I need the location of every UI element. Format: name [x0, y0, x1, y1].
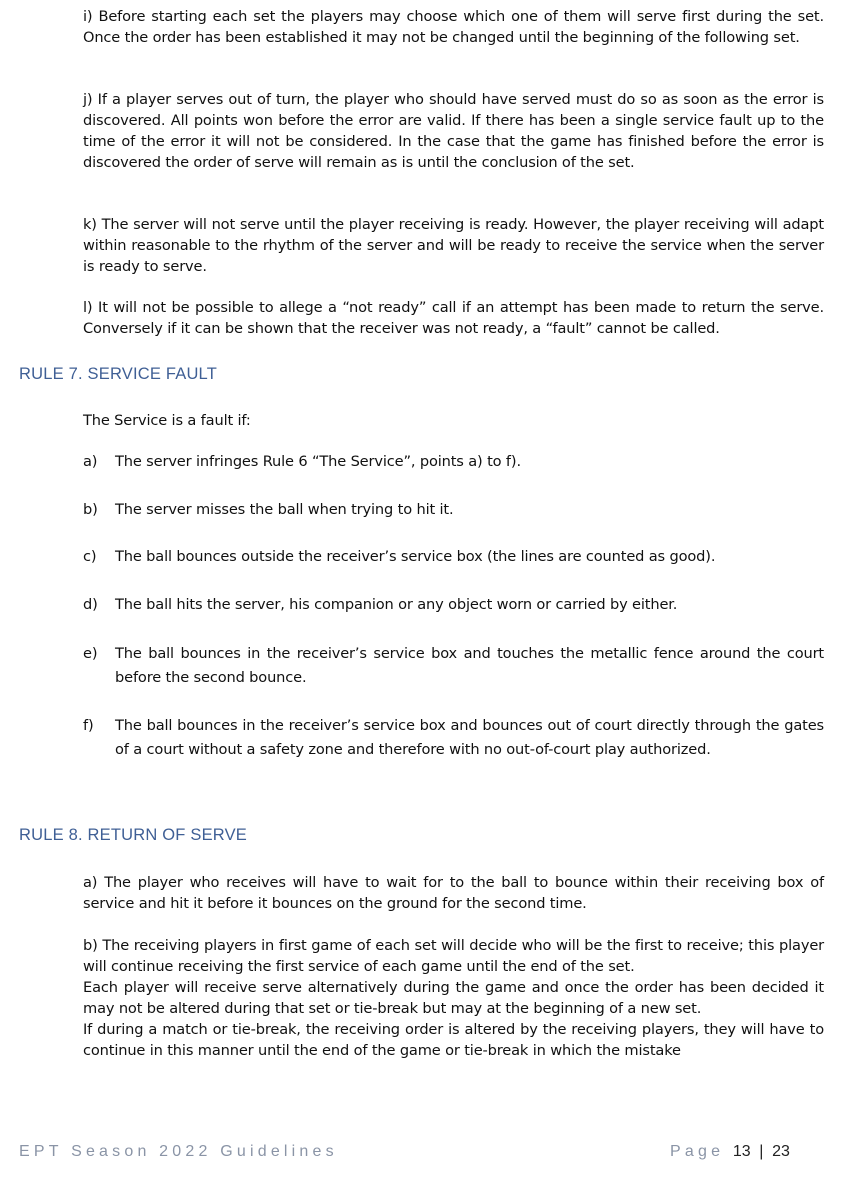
- page-separator: |: [759, 1143, 764, 1160]
- list-text: The server misses the ball when trying to hit it.: [115, 501, 454, 518]
- rule8-b-part2: Each player will receive serve alternatively during the game and once the order has been decided it may not be altered during that set or tie-break but may at the beginning of a new set.: [83, 979, 824, 1017]
- list-marker: b): [83, 501, 98, 518]
- list-item: [83, 545, 824, 569]
- total-pages: 23: [772, 1143, 790, 1160]
- list-item: [83, 642, 824, 690]
- rule8-b-part3: If during a match or tie-break, the receiving order is altered by the receiving players, they will have to continue in this manner until the end of the game or tie-break in which the mistake: [83, 1021, 824, 1059]
- current-page: 13: [732, 1143, 751, 1160]
- paragraph-l: l) It will not be possible to allege a “not ready” call if an attempt has been made to return the serve. Conversely if it can be shown that the receiver was not ready, a “fault” cannot be called.: [83, 299, 824, 337]
- paragraph-k: k) The server will not serve until the player receiving is ready. However, the player receiving will adapt within reasonable to the rhythm of the server and will be ready to receive the service when the server is ready to serve.: [83, 216, 824, 275]
- rule7-intro: The Service is a fault if:: [83, 412, 251, 429]
- rule8-paragraph-b: [83, 935, 824, 1061]
- list-marker: a): [83, 453, 98, 470]
- page-label: Page: [670, 1143, 725, 1160]
- rule8-paragraph-a: a) The player who receives will have to wait for to the ball to bounce within their receiving box of service and hit it before it bounces on the ground for the second time.: [83, 874, 824, 912]
- list-text: The ball bounces outside the receiver’s service box (the lines are counted as good).: [115, 548, 716, 565]
- rule7-heading: RULE 7. SERVICE FAULT: [19, 365, 217, 383]
- list-item: [83, 450, 824, 474]
- footer-title: EPT Season 2022 Guidelines: [19, 1143, 338, 1160]
- rule8-b-part1: b) The receiving players in first game of each set will decide who will be the first to receive; this player will continue receiving the first service of each game until the end of the set.: [83, 937, 824, 975]
- list-marker: c): [83, 548, 97, 565]
- paragraph-j: j) If a player serves out of turn, the player who should have served must do so as soon as the error is discovered. All points won before the error are valid. If there has been a single service fault up to the time of the error it will not be considered. In the case that the game has finished before the error is discovered the order of serve will remain as is until the conclusion of the set.: [83, 91, 824, 171]
- list-marker: e): [83, 645, 98, 662]
- list-text: The ball bounces in the receiver’s service box and bounces out of court directly through the gates of a court without a safety zone and therefore with no out-of-court play authorized.: [115, 717, 824, 758]
- list-item: [83, 714, 824, 762]
- rule8-heading: RULE 8. RETURN OF SERVE: [19, 826, 248, 844]
- footer-page-number: [670, 1143, 790, 1161]
- list-item: [83, 498, 824, 522]
- list-marker: f): [83, 717, 94, 734]
- paragraph-i: i) Before starting each set the players may choose which one of them will serve first during the set. Once the order has been established it may not be changed until the beginning of the following set.: [83, 8, 824, 46]
- list-text: The server infringes Rule 6 “The Service”, points a) to f).: [115, 453, 521, 470]
- list-text: The ball bounces in the receiver’s service box and touches the metallic fence around the court before the second bounce.: [115, 645, 824, 686]
- list-text: The ball hits the server, his companion or any object worn or carried by either.: [115, 596, 678, 613]
- list-marker: d): [83, 596, 98, 613]
- list-item: [83, 593, 824, 617]
